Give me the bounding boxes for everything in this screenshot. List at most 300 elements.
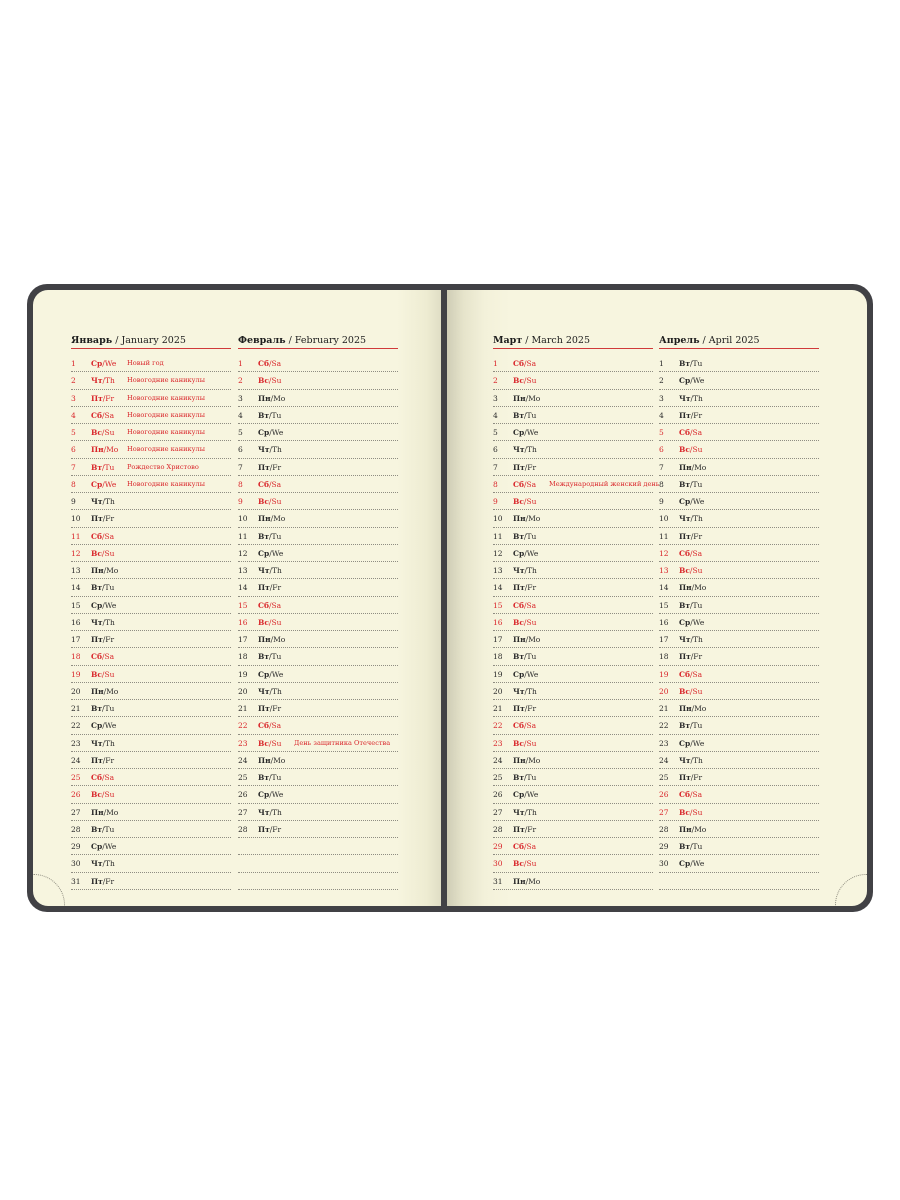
weekday-en: Th [272,566,282,575]
day-row [238,786,398,803]
weekday-separator: / [269,824,273,834]
weekday [513,838,536,855]
weekday-ru: Вс [679,686,690,696]
weekday-separator: / [524,824,528,834]
weekday [258,648,281,665]
weekday-en: Tu [692,600,703,610]
day-number: 16 [238,617,248,627]
weekday-ru: Пн [91,566,104,575]
day-number: 13 [493,566,503,575]
day-row [71,372,231,389]
day-number: 27 [659,807,669,817]
weekday-separator: / [269,410,272,420]
weekday-separator: / [102,600,105,610]
day-number: 25 [238,773,248,782]
day-row [238,424,398,441]
day-row [659,355,819,372]
weekday-en: We [104,842,117,851]
weekday-separator: / [689,428,693,437]
weekday-separator: / [690,479,693,489]
weekday-separator: / [690,497,693,506]
weekday-separator: / [524,807,528,817]
day-number: 11 [493,531,503,541]
weekday [91,441,118,458]
weekday-separator: / [268,617,272,627]
month-column [659,334,819,890]
holiday-label: Новогодние каникулы [127,410,205,419]
day-number: 19 [238,669,248,679]
weekday [258,459,281,476]
weekday-en: Mo [273,755,286,765]
weekday [258,821,281,838]
weekday [91,786,114,803]
weekday [679,717,702,734]
weekday [513,407,536,424]
weekday-separator: / [102,514,106,524]
weekday-en: Sa [104,531,115,541]
weekday-ru: Сб [679,790,690,800]
weekday-en: Tu [692,842,703,851]
empty-row [238,838,398,855]
weekday [258,683,282,700]
day-number: 7 [238,462,243,472]
day-row [71,390,231,407]
month-title-ru: Январь [71,335,113,346]
weekday-ru: Вс [91,548,102,558]
weekday-en: Sa [104,773,115,782]
weekday [679,407,702,424]
weekday-separator: / [689,669,693,679]
day-number: 12 [659,548,669,558]
weekday-separator: / [269,686,273,696]
day-row [71,614,231,631]
day-row [71,493,231,510]
weekday-ru: Ср [91,721,103,731]
weekday-ru: Чт [91,738,103,748]
weekday-en: Mo [106,445,119,455]
day-row [659,510,819,527]
weekday-separator: / [524,531,527,541]
holiday-label: Рождество Христово [127,462,199,471]
holiday-label: Новый год [127,359,164,367]
month-title-en: February 2025 [294,335,367,346]
weekday-ru: Ср [91,600,103,610]
weekday-en: Th [693,635,703,644]
weekday [258,752,285,769]
weekday-separator: / [524,548,527,558]
weekday-ru: Вт [258,410,269,420]
day-row [238,821,398,838]
weekday-separator: / [268,497,272,506]
day-row [71,407,231,424]
day-number: 3 [238,393,243,403]
weekday-separator: / [690,531,694,541]
day-row [659,545,819,562]
weekday-en: Mo [106,686,119,696]
weekday [513,493,536,510]
weekday-en: Fr [527,824,537,834]
weekday-ru: Вт [91,704,102,713]
weekday-ru: Вс [258,497,269,506]
weekday [513,562,537,579]
weekday-ru: Сб [513,479,524,489]
weekday-separator: / [690,721,693,731]
weekday-separator: / [101,428,105,437]
weekday [258,355,281,372]
weekday-en: Su [526,859,537,869]
weekday-ru: Ср [258,428,270,437]
weekday-en: Su [526,376,537,386]
day-number: 21 [238,704,248,713]
day-row [238,528,398,545]
day-row [71,648,231,665]
weekday-en: Su [271,617,282,627]
weekday [258,786,283,803]
weekday-separator: / [102,359,105,368]
weekday-en: Fr [527,704,537,713]
weekday-en: Fr [527,462,537,472]
day-number: 9 [238,497,243,506]
day-number: 6 [71,445,76,455]
weekday-en: Mo [528,755,541,765]
month-column [71,334,231,890]
day-row [71,873,231,890]
weekday-en: Tu [271,652,282,662]
day-row [493,786,653,803]
weekday-ru: Пн [91,807,104,817]
weekday-separator: / [523,376,527,386]
empty-row [238,855,398,872]
weekday [513,597,536,614]
weekday-ru: Вс [513,738,524,748]
weekday-separator: / [102,376,106,386]
weekday [513,631,540,648]
weekday-ru: Пт [91,635,103,644]
month-title: Апрель / April 2025 [659,334,819,349]
day-number: 19 [71,669,81,679]
holiday-label: Новогодние каникулы [127,376,205,385]
day-number: 12 [238,548,248,558]
weekday-separator: / [689,790,693,800]
day-row [71,562,231,579]
weekday [258,528,281,545]
weekday-en: Sa [271,600,282,610]
weekday-en: Tu [104,824,115,834]
weekday-separator: / [524,686,528,696]
day-row [493,838,653,855]
weekday-ru: Вт [679,359,690,368]
weekday-ru: Вт [513,652,524,662]
day-number: 18 [493,652,503,662]
day-number: 26 [71,790,81,800]
weekday-en: Th [272,445,282,455]
day-row [493,597,653,614]
day-number: 26 [238,790,248,800]
day-row [71,717,231,734]
weekday-en: Tu [104,704,115,713]
day-row [238,493,398,510]
weekday-ru: Вс [679,807,690,817]
weekday [513,510,540,527]
day-number: 30 [493,859,503,869]
day-number: 9 [659,497,664,506]
weekday [679,493,704,510]
weekday [679,597,702,614]
day-number: 28 [659,824,669,834]
weekday [91,614,115,631]
day-row [659,752,819,769]
weekday-separator: / [103,566,107,575]
weekday [513,441,537,458]
weekday-en: Sa [271,721,282,731]
weekday [91,700,114,717]
weekday-separator: / [101,410,105,420]
weekday-ru: Сб [258,721,269,731]
day-number: 30 [659,859,669,869]
weekday-separator: / [101,652,105,662]
weekday-separator: / [102,497,106,506]
day-row [493,528,653,545]
weekday-separator: / [269,548,272,558]
day-number: 31 [493,876,503,886]
day-number: 4 [238,410,243,420]
weekday-separator: / [269,773,272,782]
weekday-en: Fr [693,773,703,782]
weekday-ru: Вт [258,652,269,662]
weekday-separator: / [270,635,274,644]
weekday-ru: Сб [513,721,524,731]
day-number: 19 [493,669,503,679]
day-number: 15 [71,600,81,610]
weekday-ru: Вт [91,824,102,834]
weekday-ru: Пт [91,514,103,524]
weekday [679,769,702,786]
weekday-en: Mo [528,876,541,886]
weekday-ru: Вс [258,617,269,627]
weekday-ru: Вс [513,617,524,627]
weekday-en: Th [693,755,703,765]
day-number: 22 [71,721,81,731]
day-row [238,666,398,683]
weekday-en: We [692,376,705,386]
weekday-separator: / [690,514,694,524]
weekday [91,873,114,890]
weekday-en: Su [271,738,282,748]
day-row [238,476,398,493]
day-row [659,372,819,389]
weekday-en: We [271,548,284,558]
weekday-en: Sa [271,359,282,368]
weekday [513,717,536,734]
day-number: 4 [71,410,76,420]
day-number: 5 [493,428,498,437]
weekday [91,631,114,648]
weekday-separator: / [101,790,105,800]
day-row [493,752,653,769]
weekday [258,666,283,683]
weekday [91,562,118,579]
weekday-ru: Сб [513,842,524,851]
weekday-en: Tu [526,773,537,782]
weekday-en: Mo [694,824,707,834]
weekday [513,873,540,890]
weekday [258,493,281,510]
weekday-separator: / [524,428,527,437]
weekday-separator: / [524,652,527,662]
weekday-ru: Пт [258,704,270,713]
weekday-ru: Ср [513,428,525,437]
weekday-en: Fr [693,410,703,420]
day-number: 31 [71,876,81,886]
weekday-en: Mo [694,583,707,593]
weekday-ru: Пн [679,462,692,472]
weekday-separator: / [691,824,695,834]
weekday [258,769,281,786]
weekday [91,717,116,734]
day-number: 2 [659,376,664,386]
weekday-ru: Чт [91,617,103,627]
page-corner-ornament [33,874,65,906]
weekday-separator: / [269,428,272,437]
day-number: 1 [659,359,664,368]
weekday-ru: Сб [91,531,102,541]
day-number: 5 [659,428,664,437]
weekday-separator: / [524,704,528,713]
weekday-separator: / [102,704,105,713]
weekday-en: Fr [105,755,115,765]
weekday-ru: Ср [513,669,525,679]
weekday [91,407,114,424]
weekday-en: Fr [105,393,115,403]
weekday [91,528,114,545]
weekday-separator: / [103,807,107,817]
weekday [679,666,702,683]
day-number: 5 [71,428,76,437]
weekday-separator: / [524,773,527,782]
weekday-ru: Ср [91,479,103,489]
day-number: 9 [71,497,76,506]
weekday-separator: / [525,755,529,765]
weekday-ru: Пн [513,635,526,644]
weekday [258,510,285,527]
weekday-ru: Пт [258,462,270,472]
weekday-separator: / [102,479,105,489]
weekday-ru: Вс [513,376,524,386]
day-number: 17 [238,635,248,644]
day-list [71,355,231,890]
day-row [71,838,231,855]
day-row [238,735,398,752]
day-row [493,493,653,510]
weekday-en: Tu [526,531,537,541]
weekday-en: Sa [104,652,115,662]
weekday-ru: Ср [679,859,691,869]
weekday [679,735,704,752]
weekday-en: Tu [692,359,703,368]
weekday-ru: Чт [679,514,691,524]
day-number: 4 [493,410,498,420]
day-number: 22 [659,721,669,731]
day-number: 6 [493,445,498,455]
weekday [513,804,537,821]
holiday-label: Новогодние каникулы [127,393,205,402]
weekday-en: Th [693,514,703,524]
weekday-separator: / [525,514,529,524]
weekday-ru: Вс [91,428,102,437]
day-number: 19 [659,669,669,679]
holiday-label: Новогодние каникулы [127,428,205,436]
day-number: 11 [71,531,81,541]
holiday-label: День защитника Отечества [294,738,391,747]
weekday-en: Tu [271,773,282,782]
day-row [493,631,653,648]
weekday [679,648,702,665]
weekday [513,821,536,838]
weekday-ru: Сб [679,669,690,679]
weekday-ru: Пт [258,824,270,834]
weekday-en: Th [693,393,703,403]
weekday-en: We [692,497,705,506]
weekday-separator: / [524,410,527,420]
day-row [659,493,819,510]
weekday-en: We [692,617,705,627]
weekday-separator: / [691,583,695,593]
weekday-ru: Пн [258,635,271,644]
weekday-ru: Вт [258,773,269,782]
weekday-ru: Пт [91,755,103,765]
day-row [71,804,231,821]
day-row [238,390,398,407]
month-title: Март / March 2025 [493,334,653,349]
weekday-separator: / [102,583,105,593]
weekday-en: Mo [694,462,707,472]
day-row [493,545,653,562]
weekday-separator: / [101,773,105,782]
day-number: 28 [493,824,503,834]
weekday-separator: / [270,393,274,403]
day-row [493,700,653,717]
weekday [513,355,536,372]
day-row [493,769,653,786]
weekday [258,407,281,424]
weekday-en: Sa [526,600,537,610]
day-row [71,855,231,872]
month-title: Январь / January 2025 [71,334,231,349]
weekday-ru: Чт [258,686,270,696]
weekday-ru: Ср [258,790,270,800]
weekday-en: Tu [526,652,537,662]
weekday-ru: Вс [513,859,524,869]
weekday-ru: Пт [513,583,525,593]
weekday-en: Sa [692,428,703,437]
weekday [258,631,285,648]
weekday [679,786,702,803]
weekday [513,769,536,786]
month-title-en: March 2025 [531,335,591,346]
notebook-spread [27,284,873,912]
weekday [258,735,281,752]
weekday-en: We [526,548,539,558]
weekday-ru: Пн [258,755,271,765]
weekday-ru: Пн [91,445,104,455]
day-number: 27 [238,807,248,817]
weekday [91,666,114,683]
day-number: 15 [659,600,669,610]
weekday [513,459,536,476]
weekday [91,493,115,510]
weekday-en: We [526,790,539,800]
day-row [493,562,653,579]
